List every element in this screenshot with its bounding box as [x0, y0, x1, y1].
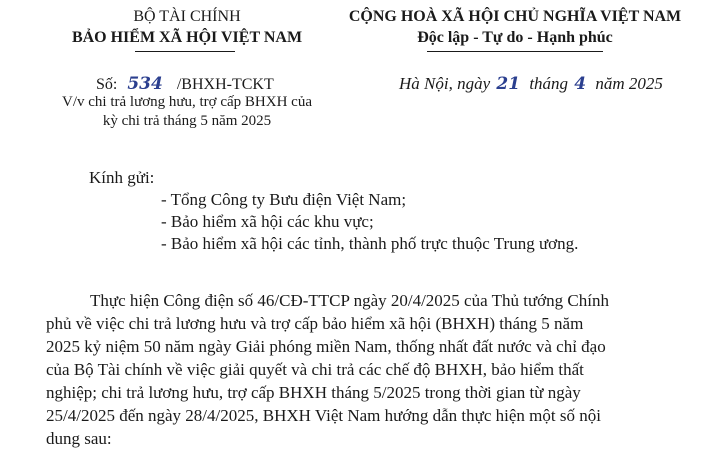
date-prefix: Hà Nội, ngày: [399, 74, 491, 93]
motto-underline: [427, 51, 603, 52]
number-suffix: /BHXH-TCKT: [176, 76, 274, 93]
agency-name: BẢO HIỂM XÃ HỘI VIỆT NAM: [71, 29, 303, 46]
number-prefix: Số:: [96, 76, 118, 93]
recipient-item: - Bảo hiểm xã hội các khu vực;: [161, 212, 374, 231]
body-line: phủ về việc chi trả lương hưu và trợ cấp bảo hiểm xã hội (BHXH) tháng 5 năm: [46, 314, 584, 333]
place-date: [399, 74, 663, 94]
body-line: 25/4/2025 đến ngày 28/4/2025, BHXH Việt Nam hướng dẫn thực hiện một số nội: [46, 406, 601, 425]
month-handwritten: 4: [574, 74, 587, 94]
body-line: nghiệp; chi trả lương hưu, trợ cấp BHXH tháng 5/2025 trong thời gian từ ngày: [46, 383, 581, 402]
national-motto: Độc lập - Tự do - Hạnh phúc: [417, 29, 613, 46]
document-number: [96, 74, 274, 94]
greeting: Kính gửi:: [89, 168, 155, 187]
year-text: năm 2025: [595, 74, 663, 93]
body-line: dung sau:: [46, 429, 112, 448]
body-line: 2025 kỷ niệm 50 năm ngày Giải phóng miền Nam, thống nhất đất nước và chỉ đạo: [46, 337, 606, 356]
country-name: CỘNG HOÀ XÃ HỘI CHỦ NGHĨA VIỆT NAM: [348, 8, 682, 25]
subject-line-1: V/v chi trả lương hưu, trợ cấp BHXH của: [62, 94, 312, 110]
recipient-item: - Bảo hiểm xã hội các tỉnh, thành phố trực thuộc Trung ương.: [161, 234, 579, 253]
month-word: tháng: [529, 74, 569, 93]
recipient-item: - Tổng Công ty Bưu điện Việt Nam;: [161, 190, 407, 209]
subject-line-2: kỳ chi trả tháng 5 năm 2025: [102, 113, 272, 129]
body-line: Thực hiện Công điện số 46/CĐ-TTCP ngày 20/4/2025 của Thủ tướng Chính: [90, 291, 609, 310]
day-handwritten: 21: [496, 74, 521, 94]
ministry-name: BỘ TÀI CHÍNH: [133, 8, 241, 25]
body-line: của Bộ Tài chính về việc giải quyết và chi trả các chế độ BHXH, bảo hiểm thất: [46, 360, 584, 379]
agency-underline: [135, 51, 235, 52]
number-handwritten: 534: [127, 74, 163, 94]
